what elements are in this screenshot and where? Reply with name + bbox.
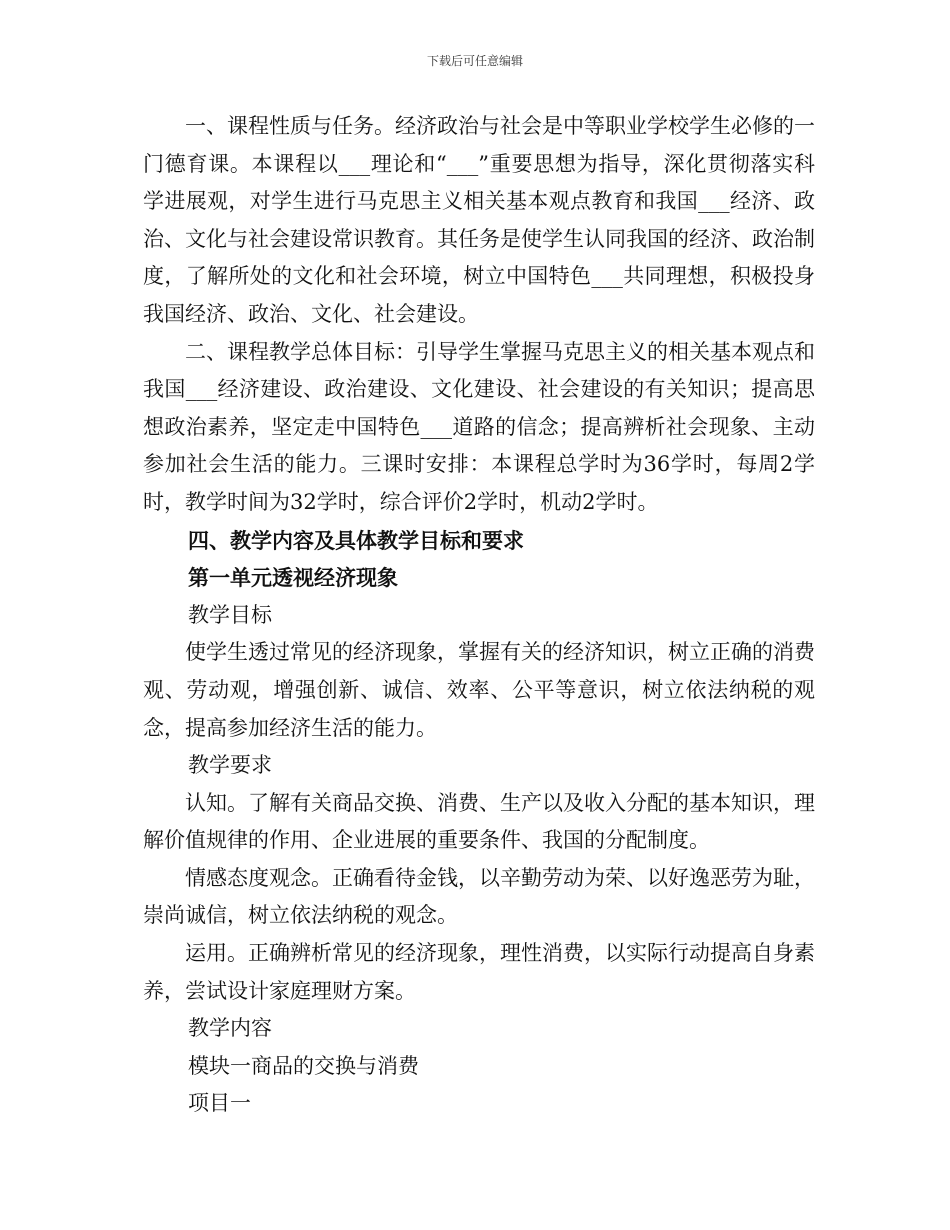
item-1-title: 项目一: [188, 1091, 251, 1116]
course-goal-paragraph: 二、课程教学总体目标：引导学生掌握马克思主义的相关基本观点和我国___经济建设、政治建设、文化建设、社会建设的有关知识；提高思想政治素养，坚定走中国特色___道路的信念；提高辨析社会现象、主动参加社会生活的能力。三课时安排：本课程总学时为36学时，每周2学时，教学时间为32学时，综合评价2学时，机动2学时。: [143, 339, 815, 514]
teaching-content-label: 教学内容: [188, 1016, 272, 1041]
teaching-requirement-label: 教学要求: [188, 753, 272, 778]
page-header: 下载后可任意编辑: [426, 54, 523, 68]
requirement-application: 运用。正确辨析常见的经济现象，理性消费，以实际行动提高自身素养，尝试设计家庭理财方案。: [143, 941, 815, 1003]
requirement-emotion: 情感态度观念。正确看待金钱，以辛勤劳动为荣、以好逸恶劳为耻，崇尚诚信，树立依法纳税的观念。: [143, 865, 815, 928]
teaching-goal-text: 使学生透过常见的经济现象，掌握有关的经济知识，树立正确的消费观、劳动观，增强创新、诚信、效率、公平等意识，树立依法纳税的观念，提高参加经济生活的能力。: [143, 640, 815, 740]
course-nature-paragraph: 一、课程性质与任务。经济政治与社会是中等职业学校学生必修的一门德育课。本课程以___理论和“___”重要思想为指导，深化贯彻落实科学进展观，对学生进行马克思主义相关基本观点教育和我国___经济、政治、文化与社会建设常识教育。其任务是使学生认同我国的经济、政治制度，了解所处的文化和社会环境，树立中国特色___共同理想，积极投身我国经济、政治、文化、社会建设。: [143, 114, 815, 326]
module-1-title: 模块一商品的交换与消费: [188, 1053, 419, 1078]
section-heading-4: 四、教学内容及具体教学目标和要求: [188, 527, 524, 553]
document-body: [143, 108, 815, 1123]
unit-1-title: 第一单元透视经济现象: [188, 565, 398, 591]
teaching-goal-label: 教学目标: [188, 602, 272, 627]
requirement-cognition: 认知。了解有关商品交换、消费、生产以及收入分配的基本知识，理解价值规律的作用、企业进展的重要条件、我国的分配制度。: [143, 790, 815, 853]
